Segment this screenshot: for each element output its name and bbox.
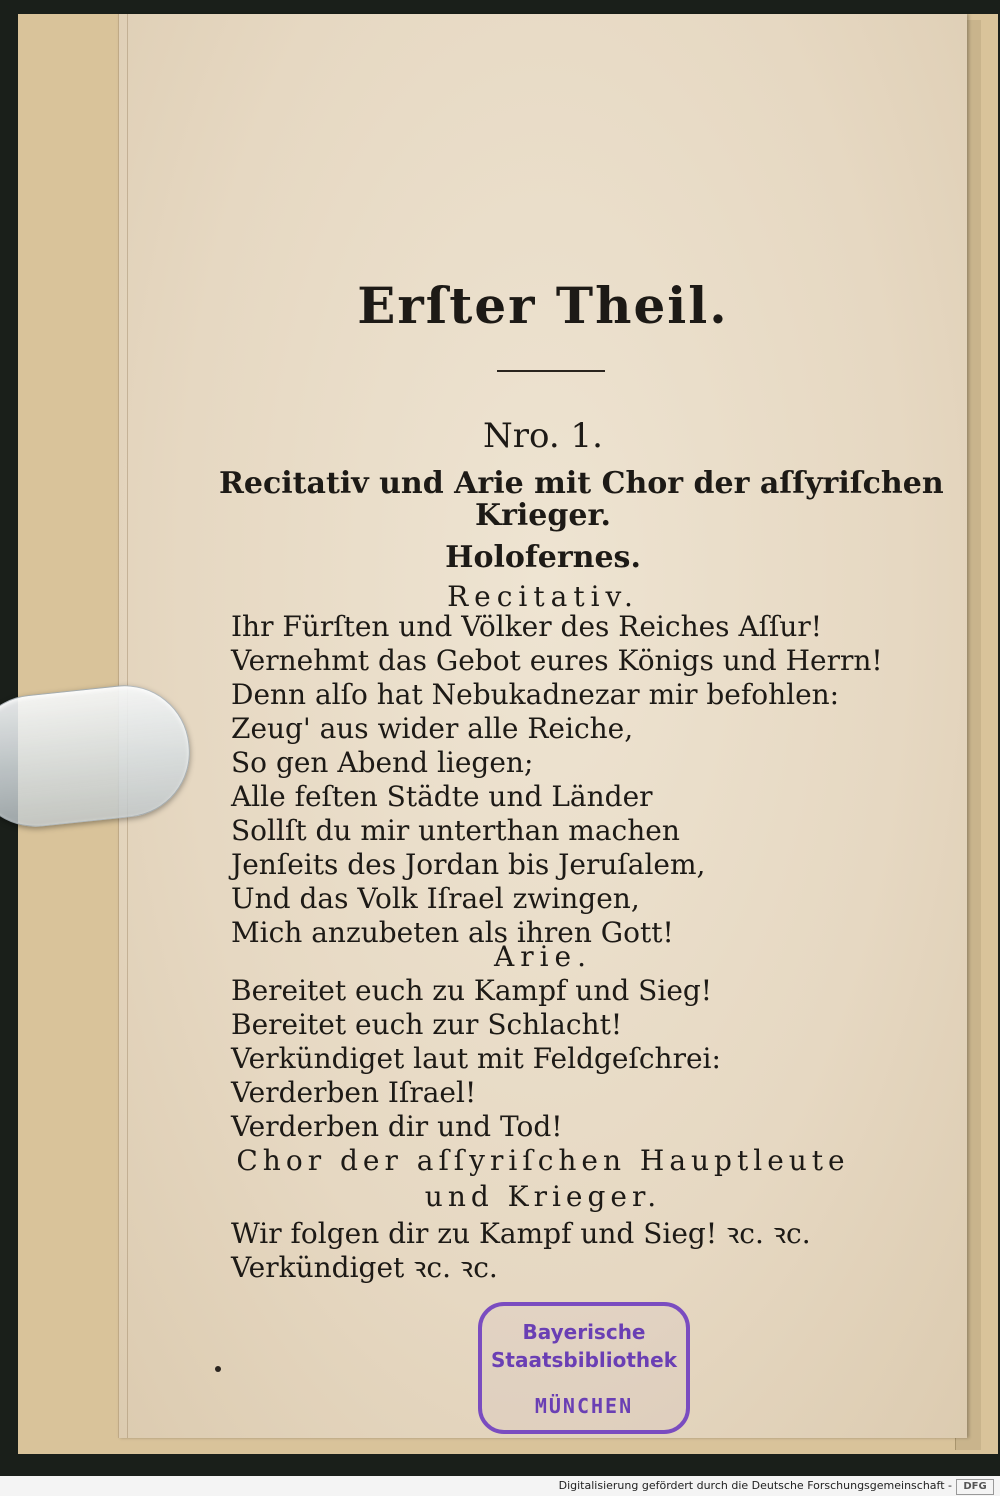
verse-line: Zeug' aus wider alle Reiche, <box>231 712 634 745</box>
verse-line: Verkündiget ꝛc. ꝛc. <box>231 1251 498 1284</box>
stamp-line1: Bayerische <box>522 1320 646 1344</box>
dfg-logo-icon: DFG <box>956 1479 994 1495</box>
footer-bar <box>0 1476 1000 1496</box>
verse-line: So gen Abend liegen; <box>231 746 534 779</box>
verse-line: Vernehmt das Gebot eures Königs und Herrn! <box>231 644 883 677</box>
verse-line: Alle feſten Städte und Länder <box>231 780 653 813</box>
book-page <box>118 14 967 1438</box>
page-title: Erſter Theil. <box>357 276 729 335</box>
section-chor-line1: Chor der aſſyriſchen Hauptleute <box>236 1144 850 1177</box>
verse-line: Bereitet euch zu Kampf und Sieg! <box>231 974 713 1007</box>
verse-line: Bereitet euch zur Schlacht! <box>231 1008 623 1041</box>
verse-line: Ihr Fürſten und Völker des Reiches Aſſur! <box>231 610 823 643</box>
piece-heading-line1: Recitativ und Arie mit Chor der aſſyriſchen <box>219 466 944 501</box>
section-chor-line2: und Krieger. <box>424 1180 662 1213</box>
library-stamp <box>478 1302 690 1434</box>
ink-dot <box>215 1366 221 1372</box>
stamp-line3: MÜNCHEN <box>534 1394 634 1418</box>
title-divider <box>497 370 605 372</box>
piece-heading-line2: Krieger. <box>475 498 611 533</box>
verse-line: Verderben dir und Tod! <box>231 1110 563 1143</box>
section-arie: Arie. <box>493 940 593 973</box>
section-recitativ: Recitativ. <box>447 580 639 613</box>
footer-credit: Digitalisierung gefördert durch die Deutsche Forschungsgemeinschaft - <box>558 1479 952 1492</box>
verse-line: Sollſt du mir unterthan machen <box>231 814 680 847</box>
verse-line: Und das Volk Iſrael zwingen, <box>231 882 640 915</box>
number-heading: Nro. 1. <box>483 416 603 456</box>
verse-line: Verderben Iſrael! <box>231 1076 477 1109</box>
verse-line: Denn alſo hat Nebukadnezar mir befohlen: <box>231 678 840 711</box>
verse-line: Jenſeits des Jordan bis Jeruſalem, <box>231 848 706 881</box>
verse-line: Wir folgen dir zu Kampf und Sieg! ꝛc. ꝛc. <box>231 1217 811 1250</box>
verse-line: Mich anzubeten als ihren Gott! <box>231 916 674 949</box>
stamp-line2: Staatsbibliothek <box>490 1348 678 1372</box>
character-name: Holofernes. <box>445 540 641 575</box>
verse-line: Verkündiget laut mit Feldgeſchrei: <box>231 1042 721 1075</box>
